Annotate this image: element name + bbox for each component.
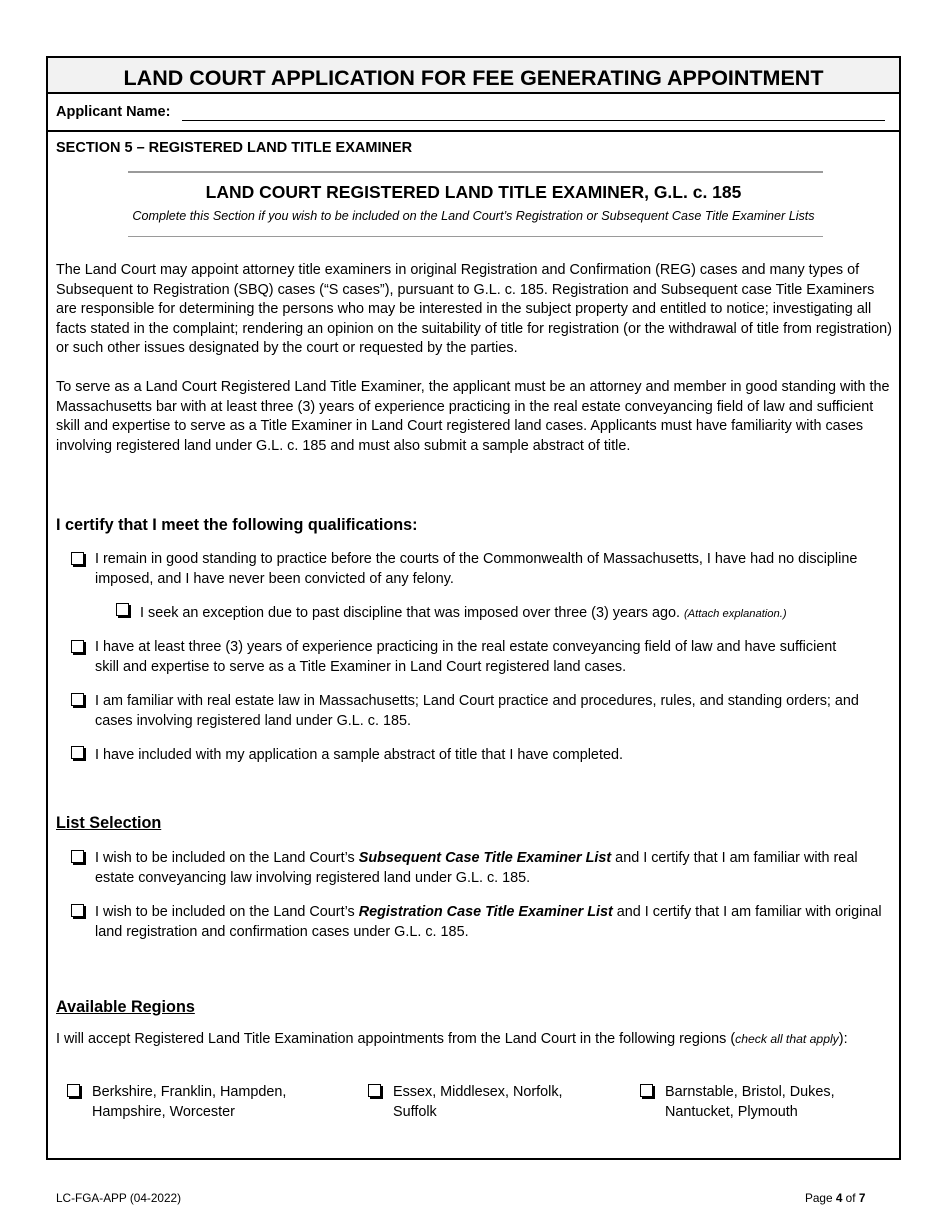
applicant-name-field[interactable] — [182, 120, 885, 121]
requirements-paragraph: To serve as a Land Court Registered Land Title Examiner, the applicant must be an attorney and member in good standing with the Massachusetts bar with at least three (3) years of experience practicing in the real estate conveyancing field of law and sufficient skill and expertise to serve as a Title Examiner in Land Court registered land cases. Applicants must have familiarity with cases involving registered land under G.L. c. 185 and must also submit a sample abstract of title. — [56, 379, 890, 454]
registration-list-text — [95, 903, 895, 942]
region-western-checkbox[interactable] — [67, 1084, 80, 1097]
region-western-line2: Hampshire, Worcester — [92, 1103, 235, 1120]
regions-intro-end: ): — [838, 1031, 848, 1047]
good-standing-checkbox[interactable] — [71, 552, 84, 565]
page-number — [805, 1191, 865, 1205]
subsequent-list-checkbox[interactable] — [71, 850, 84, 863]
page-prefix: Page — [805, 1191, 836, 1205]
section-subtitle: LAND COURT REGISTERED LAND TITLE EXAMINER, G.L. c. 185 — [205, 182, 742, 202]
subsequent-list-name: Subsequent Case Title Examiner List — [358, 850, 612, 866]
divider — [128, 236, 823, 237]
sample-abstract-checkbox[interactable] — [71, 746, 84, 759]
registration-list-name: Registration Case Title Examiner List — [358, 904, 613, 920]
regions-intro-text: I will accept Registered Land Title Examination appointments from the Land Court in the following regions ( — [56, 1031, 736, 1047]
registration-list-post: and I certify that I am familiar with original land registration and confirmation cases under G.L. c. 185. — [95, 904, 882, 940]
form-id: LC-FGA-APP (04-2022) — [56, 1191, 182, 1205]
applicant-name-label: Applicant Name: — [56, 104, 171, 120]
form-frame — [46, 56, 901, 1160]
registration-list-checkbox[interactable] — [71, 904, 84, 917]
region-western-label — [92, 1083, 352, 1122]
good-standing-text: I remain in good standing to practice before the courts of the Commonwealth of Massachusetts, I have had no discipline imposed, and I have never been convicted of any felony. — [95, 551, 858, 587]
familiarity-checkbox[interactable] — [71, 693, 84, 706]
familiarity-text: I am familiar with real estate law in Massachusetts; Land Court practice and procedures, rules, and standing orders; and cases involving registered land under G.L. c. 185. — [95, 693, 859, 729]
sample-abstract-text: I have included with my application a sample abstract of title that I have completed. — [95, 747, 623, 763]
region-southeastern-checkbox[interactable] — [640, 1084, 653, 1097]
list-selection-heading: List Selection — [56, 814, 162, 832]
regions-intro — [56, 1030, 894, 1050]
page-of: of — [842, 1191, 859, 1205]
region-southeastern-line2: Nantucket, Plymouth — [665, 1103, 798, 1120]
experience-checkbox[interactable] — [71, 640, 84, 653]
registration-list-pre: I wish to be included on the Land Court’s — [95, 904, 359, 920]
subsequent-list-text — [95, 849, 895, 888]
discipline-exception-text: I seek an exception due to past discipline that was imposed over three (3) years ago. — [140, 605, 680, 621]
applicant-name-row — [48, 94, 899, 132]
discipline-exception-row — [140, 604, 900, 625]
available-regions-heading: Available Regions — [56, 998, 195, 1016]
region-eastern-line1: Essex, Middlesex, Norfolk, — [393, 1084, 563, 1100]
region-southeastern-label — [665, 1083, 895, 1122]
certify-heading: I certify that I meet the following qualifications: — [56, 516, 418, 534]
section-heading: SECTION 5 – REGISTERED LAND TITLE EXAMINER — [56, 140, 413, 156]
attach-explanation-note: (Attach explanation.) — [683, 608, 787, 620]
experience-text: I have at least three (3) years of experience practicing in the real estate conveyancing field of law and have sufficient skill and expertise to serve as a Title Examiner in Land Court registered land cases. — [95, 639, 837, 675]
form-title: LAND COURT APPLICATION FOR FEE GENERATING APPOINTMENT — [48, 58, 899, 94]
region-western-line1: Berkshire, Franklin, Hampden, — [92, 1084, 287, 1100]
check-all-note: check all that apply — [735, 1032, 839, 1046]
region-eastern-label — [393, 1083, 633, 1122]
region-eastern-checkbox[interactable] — [368, 1084, 381, 1097]
discipline-exception-checkbox[interactable] — [116, 603, 129, 616]
subsequent-list-pre: I wish to be included on the Land Court’s — [95, 850, 359, 866]
divider — [128, 171, 823, 173]
intro-paragraph: The Land Court may appoint attorney title examiners in original Registration and Confirmation (REG) cases and many types of Subsequent to Registration (SBQ) cases (“S cases”), pursuant to G.L. c. 185. Registration and Subsequent case Title Examiners are responsible for determining the persons who may be interested in the subject property and entitled to notice; investigating all facts stated in the complaint; rendering an opinion on the suitability of title for registration (or the withdrawal of title from registration) or such other issues designated by the court or requested by the parties. — [56, 262, 892, 357]
total-pages: 7 — [858, 1191, 866, 1205]
subsequent-list-post: and I certify that I am familiar with real estate conveyancing law involving registered land under G.L. c. 185. — [95, 850, 858, 886]
region-southeastern-line1: Barnstable, Bristol, Dukes, — [665, 1084, 835, 1100]
current-page: 4 — [835, 1191, 843, 1205]
region-eastern-line2: Suffolk — [393, 1103, 437, 1120]
section-instruction: Complete this Section if you wish to be included on the Land Court’s Registration or Subsequent Case Title Examiner Lists — [132, 209, 815, 223]
